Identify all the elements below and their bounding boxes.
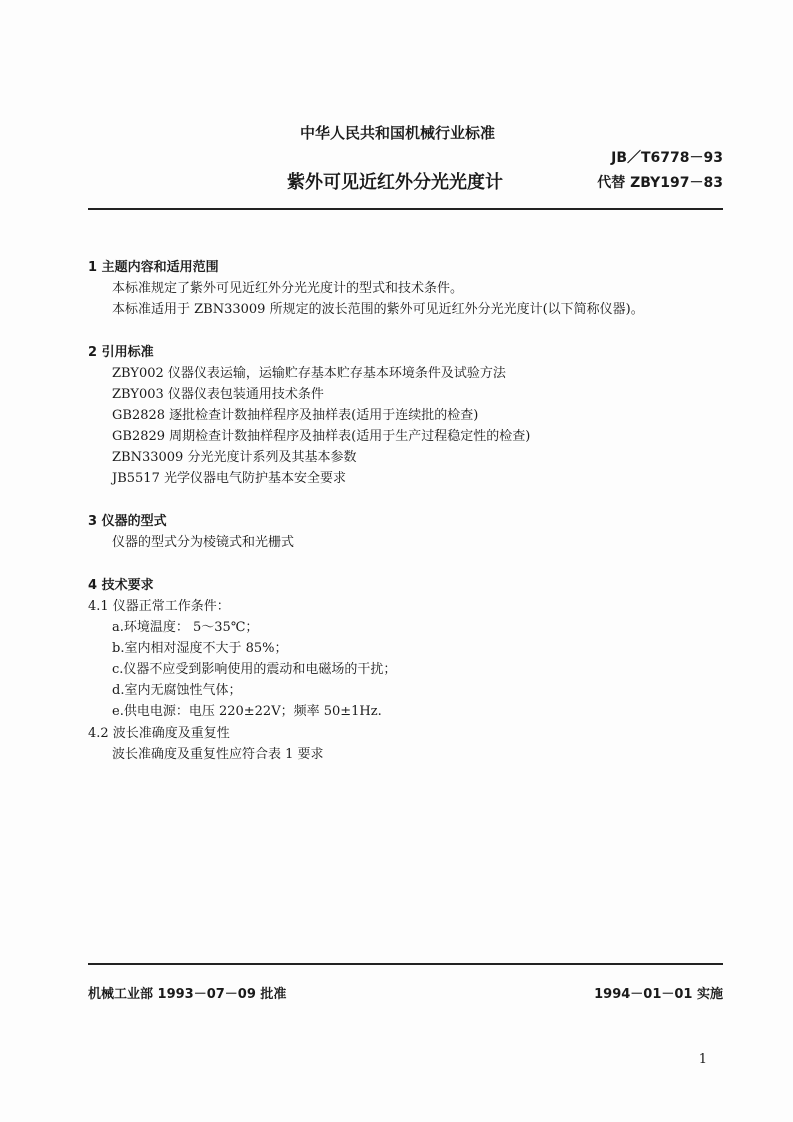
condition-item: e.供电电源：电压 220±22V；频率 50±1Hz.: [112, 704, 382, 719]
section-1-heading: 1 主题内容和适用范围: [88, 260, 219, 275]
condition-item: b.室内相对湿度不大于 85%；: [112, 641, 288, 656]
reference-item: ZBY003 仪器仪表包装通用技术条件: [112, 387, 324, 402]
condition-item: a.环境温度： 5～35℃；: [112, 620, 259, 635]
reference-item: ZBN33009 分光光度计系列及其基本参数: [112, 450, 357, 465]
footer-rule: [88, 963, 723, 965]
header-rule: [88, 208, 723, 210]
standard-number: JB／T6778－93: [611, 150, 723, 166]
section-3-line: 仪器的型式分为棱镜式和光栅式: [112, 535, 295, 550]
section-4-heading: 4 技术要求: [88, 578, 154, 593]
reference-item: GB2829 周期检查计数抽样程序及抽样表(适用于生产过程稳定性的检查): [112, 429, 531, 444]
section-2-heading: 2 引用标准: [88, 345, 154, 360]
issuer-title: 中华人民共和国机械行业标准: [300, 124, 496, 142]
replaces-standard: 代替 ZBY197－83: [597, 175, 723, 191]
subsection-4-2-line: 波长准确度及重复性应符合表 1 要求: [112, 747, 324, 762]
condition-item: d.室内无腐蚀性气体；: [112, 683, 242, 698]
page-title: 紫外可见近红外分光光度计: [287, 172, 503, 193]
reference-item: JB5517 光学仪器电气防护基本安全要求: [112, 471, 346, 486]
reference-item: GB2828 逐批检查计数抽样程序及抽样表(适用于连续批的检查): [112, 408, 479, 423]
subsection-4-2: 4.2 波长准确度及重复性: [88, 726, 230, 741]
section-3-heading: 3 仪器的型式: [88, 514, 167, 529]
subsection-4-1: 4.1 仪器正常工作条件：: [88, 599, 230, 614]
page-number: 1: [698, 1052, 707, 1067]
reference-item: ZBY002 仪器仪表运输，运输贮存基本贮存基本环境条件及试验方法: [112, 366, 506, 381]
condition-item: c.仪器不应受到影响使用的震动和电磁场的干扰；: [112, 662, 397, 677]
section-1-line: 本标准规定了紫外可见近红外分光光度计的型式和技术条件。: [112, 281, 464, 296]
section-1-line: 本标准适用于 ZBN33009 所规定的波长范围的紫外可见近红外分光光度计(以下简称仪器)。: [112, 302, 644, 317]
approval-date: 机械工业部 1993－07－09 批准: [88, 987, 287, 1002]
implementation-date: 1994－01－01 实施: [594, 987, 723, 1002]
